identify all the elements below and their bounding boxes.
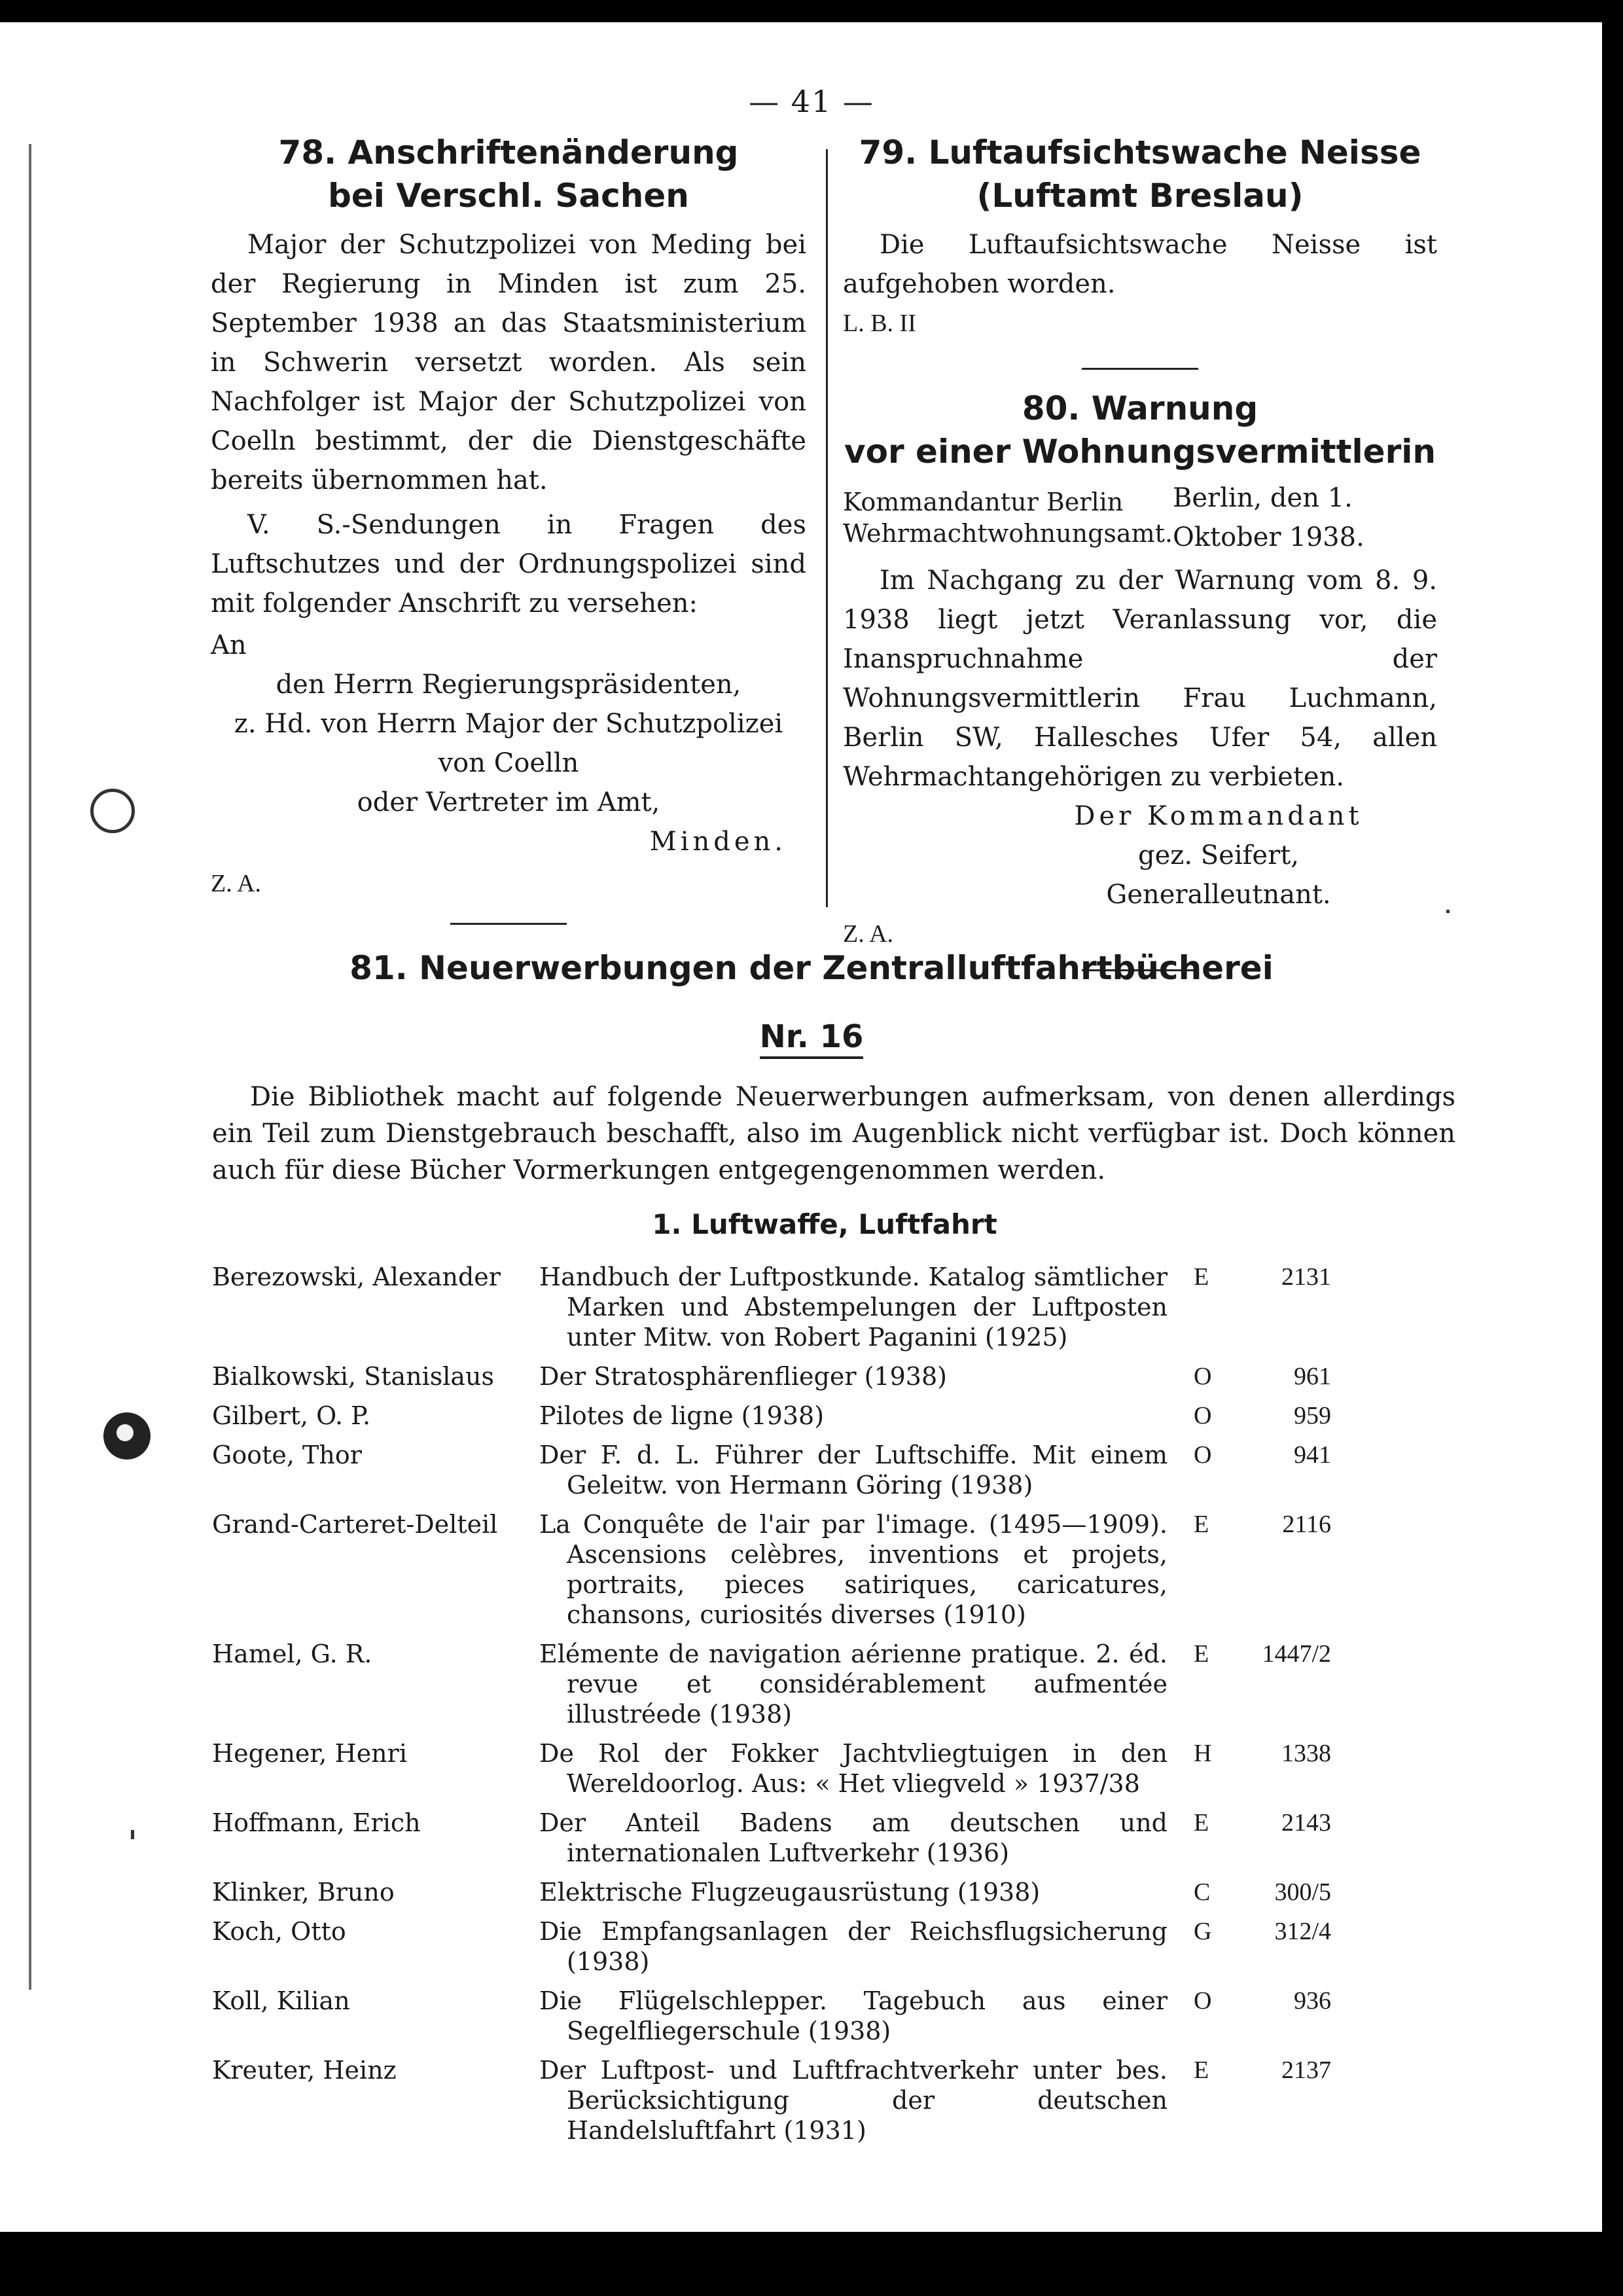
shelfmark-letter: E	[1194, 2056, 1209, 2084]
entry-title: Handbuch der Luftpostkunde. Katalog sämtlicher Marken und Abstempelungen der Luftposten unter Mitw. von Robert Paganini (1925)	[539, 1263, 1168, 1352]
list-item	[0, 1262, 1623, 1352]
shelfmark-number: 300/5	[1274, 1878, 1331, 1906]
list-item	[0, 1401, 1623, 1431]
list-item	[0, 1916, 1623, 1977]
entry-author: Koch, Otto	[212, 1917, 346, 1946]
signature-line: Der Kommandant	[1074, 801, 1363, 831]
letter-date: Berlin, den 1. Oktober 1938.	[1172, 483, 1364, 552]
shelfmark-letter: O	[1194, 1402, 1212, 1429]
signature-line: gez. Seifert,	[1137, 840, 1300, 870]
entry-author: Bialkowski, Stanislaus	[212, 1362, 495, 1391]
shelfmark-number: 936	[1294, 1987, 1331, 2015]
list-item	[0, 2055, 1623, 2145]
scan-border-top	[0, 0, 1623, 22]
entry-title: Die Flügelschlepper. Tagebuch aus einer Segelfliegerschule (1938)	[539, 1986, 1168, 2045]
entry-shelfmark	[1194, 1262, 1351, 1352]
section-79-reference: L. B. II	[843, 310, 916, 337]
entry-shelfmark	[1194, 1808, 1351, 1868]
entry-shelfmark	[1194, 1401, 1351, 1431]
right-column	[843, 131, 1437, 971]
entry-shelfmark	[1194, 2055, 1351, 2145]
heading-line: 80. Warnung	[1022, 389, 1258, 427]
shelfmark-letter: G	[1194, 1918, 1212, 1945]
list-item	[0, 1440, 1623, 1500]
scan-speck	[1446, 910, 1450, 913]
list-item	[0, 1509, 1623, 1630]
section-80-paragraph: Im Nachgang zu der Warnung vom 8. 9. 1938 liegt jetzt Veranlassung vor, die Inanspruchnahme der Wohnungsvermittlerin Frau Luchmann, Berlin SW, Hallesches Ufer 54, allen Wehrmachtangehörigen zu verbieten.	[843, 565, 1437, 792]
address-line: z. Hd. von Herrn Major der Schutzpolizei	[234, 709, 783, 739]
section-81-intro: Die Bibliothek macht auf folgende Neuerwerbungen aufmerksam, von denen allerdings ein Teil zum Dienstgebrauch beschafft, also im Augenblick nicht verfügbar ist. Doch können auch für diese Bücher Vormerkungen entgegengenommen werden.	[212, 1082, 1455, 1185]
entry-title: Die Empfangsanlagen der Reichsflugsicherung (1938)	[539, 1917, 1168, 1976]
entry-title: Der Stratosphärenflieger (1938)	[539, 1362, 947, 1391]
entry-shelfmark	[1194, 1986, 1351, 2046]
address-line: den Herrn Regierungspräsidenten,	[276, 670, 741, 700]
punch-hole-icon	[90, 789, 135, 833]
entry-author: Kreuter, Heinz	[212, 2056, 397, 2085]
shelfmark-number: 941	[1294, 1441, 1331, 1469]
entry-author: Goote, Thor	[212, 1441, 362, 1469]
shelfmark-number: 1338	[1281, 1740, 1331, 1767]
address-block	[211, 626, 806, 861]
entry-title: Elektrische Flugzeugausrüstung (1938)	[539, 1878, 1041, 1907]
shelfmark-number: 312/4	[1274, 1918, 1331, 1945]
shelfmark-letter: O	[1194, 1441, 1212, 1469]
sender-line: Wehrmachtwohnungsamt.	[843, 519, 1173, 548]
shelfmark-letter: E	[1194, 1809, 1209, 1837]
list-item	[0, 1361, 1623, 1391]
section-81-title: 81. Neuerwerbungen der Zentralluftfahrtbücherei	[349, 949, 1274, 987]
shelfmark-number: 2143	[1281, 1809, 1331, 1837]
entry-title: La Conquête de l'air par l'image. (1495—1909). Ascensions celèbres, inventions et projets, portraits, pieces satiriques, caricatures, chansons, curiosités diverses (1910)	[539, 1510, 1168, 1629]
section-separator	[1082, 368, 1198, 370]
signature-block	[843, 797, 1437, 914]
shelfmark-letter: E	[1194, 1511, 1209, 1538]
acquisitions-list	[0, 1262, 1623, 2155]
list-item	[0, 1808, 1623, 1868]
entry-author: Klinker, Bruno	[212, 1878, 395, 1907]
heading-line: 79. Luftaufsichtswache Neisse	[859, 134, 1421, 171]
section-78-footer: Z. A.	[211, 870, 262, 897]
entry-title: Der Anteil Badens am deutschen und internationalen Luftverkehr (1936)	[539, 1808, 1168, 1867]
heading-line: 78. Anschriftenänderung	[278, 134, 739, 171]
list-item	[0, 1986, 1623, 2046]
entry-shelfmark	[1194, 1916, 1351, 1977]
issue-number	[0, 1018, 1623, 1055]
shelfmark-number: 959	[1294, 1402, 1331, 1429]
shelfmark-letter: H	[1194, 1740, 1212, 1767]
shelfmark-letter: E	[1194, 1263, 1209, 1291]
section-79-heading	[843, 131, 1437, 217]
entry-author: Gilbert, O. P.	[212, 1401, 371, 1430]
entry-shelfmark	[1194, 1509, 1351, 1630]
shelfmark-letter: C	[1194, 1878, 1211, 1906]
shelfmark-letter: E	[1194, 1640, 1209, 1668]
entry-author: Hegener, Henri	[212, 1739, 407, 1768]
shelfmark-number: 2131	[1281, 1263, 1331, 1291]
shelfmark-number: 2137	[1281, 2056, 1331, 2084]
heading-line: bei Verschl. Sachen	[328, 177, 689, 215]
heading-line: vor einer Wohnungsvermittlerin	[844, 433, 1436, 471]
entry-author: Grand-Carteret-Delteil	[212, 1510, 498, 1539]
entry-shelfmark	[1194, 1877, 1351, 1907]
entry-title: Der F. d. L. Führer der Luftschiffe. Mit einem Geleitw. von Hermann Göring (1938)	[539, 1441, 1168, 1499]
entry-title: De Rol der Fokker Jachtvliegtuigen in den Wereldoorlog. Aus: « Het vliegveld » 1937/38	[539, 1739, 1168, 1798]
left-column	[211, 131, 806, 925]
column-divider	[826, 149, 828, 907]
shelfmark-letter: O	[1194, 1363, 1212, 1390]
shelfmark-number: 1447/2	[1262, 1640, 1331, 1668]
shelfmark-letter: O	[1194, 1987, 1212, 2015]
section-80-heading	[843, 387, 1437, 473]
section-79-paragraph: Die Luftaufsichtswache Neisse ist aufgehoben worden.	[843, 230, 1437, 299]
address-city: Minden.	[649, 827, 787, 857]
entry-shelfmark	[1194, 1738, 1351, 1799]
entry-shelfmark	[1194, 1639, 1351, 1729]
page-number: — 41 —	[749, 84, 874, 119]
section-separator	[450, 923, 567, 925]
shelfmark-number: 961	[1294, 1363, 1331, 1390]
entry-author: Hamel, G. R.	[212, 1640, 372, 1668]
entry-title: Pilotes de ligne (1938)	[539, 1401, 825, 1430]
address-line: von Coelln	[438, 748, 579, 778]
entry-author: Koll, Kilian	[212, 1986, 350, 2015]
signature-line: Generalleutnant.	[1106, 880, 1331, 910]
subsection-heading: 1. Luftwaffe, Luftfahrt	[652, 1208, 997, 1240]
sender-line: Kommandantur Berlin	[843, 488, 1124, 516]
issue-number-label: Nr. 16	[760, 1018, 864, 1059]
entry-author: Hoffmann, Erich	[212, 1808, 421, 1837]
list-item	[0, 1738, 1623, 1799]
entry-author: Berezowski, Alexander	[212, 1263, 501, 1291]
address-line: oder Vertreter im Amt,	[357, 787, 660, 817]
heading-line: (Luftamt Breslau)	[976, 177, 1304, 215]
section-80-dateline	[843, 478, 1437, 557]
shelfmark-number: 2116	[1282, 1511, 1331, 1538]
section-78-paragraph: Major der Schutzpolizei von Meding bei der Regierung in Minden ist zum 25. September 1938 an das Staatsministerium in Schwerin versetzt worden. Als sein Nachfolger ist Major der Schutzpolizei von Coelln bestimmt, der die Dienstgeschäfte bereits übernommen hat.	[211, 230, 806, 495]
list-item	[0, 1639, 1623, 1729]
list-item	[0, 1877, 1623, 1907]
sender-block	[843, 486, 1173, 549]
scan-border-bottom	[0, 2232, 1623, 2296]
entry-shelfmark	[1194, 1361, 1351, 1391]
entry-title: Elémente de navigation aérienne pratique. 2. éd. revue et considérablement aufmentée illustréede (1938)	[539, 1640, 1168, 1729]
address-an: An	[211, 630, 247, 660]
entry-title: Der Luftpost- und Luftfrachtverkehr unter bes. Berücksichtigung der deutschen Handelsluftfahrt (1931)	[539, 2056, 1168, 2145]
section-78-paragraph: V. S.-Sendungen in Fragen des Luftschutzes und der Ordnungspolizei sind mit folgender Anschrift zu versehen:	[211, 510, 806, 619]
entry-shelfmark	[1194, 1440, 1351, 1500]
section-80-footer: Z. A.	[843, 920, 894, 948]
section-78-heading	[211, 131, 806, 217]
